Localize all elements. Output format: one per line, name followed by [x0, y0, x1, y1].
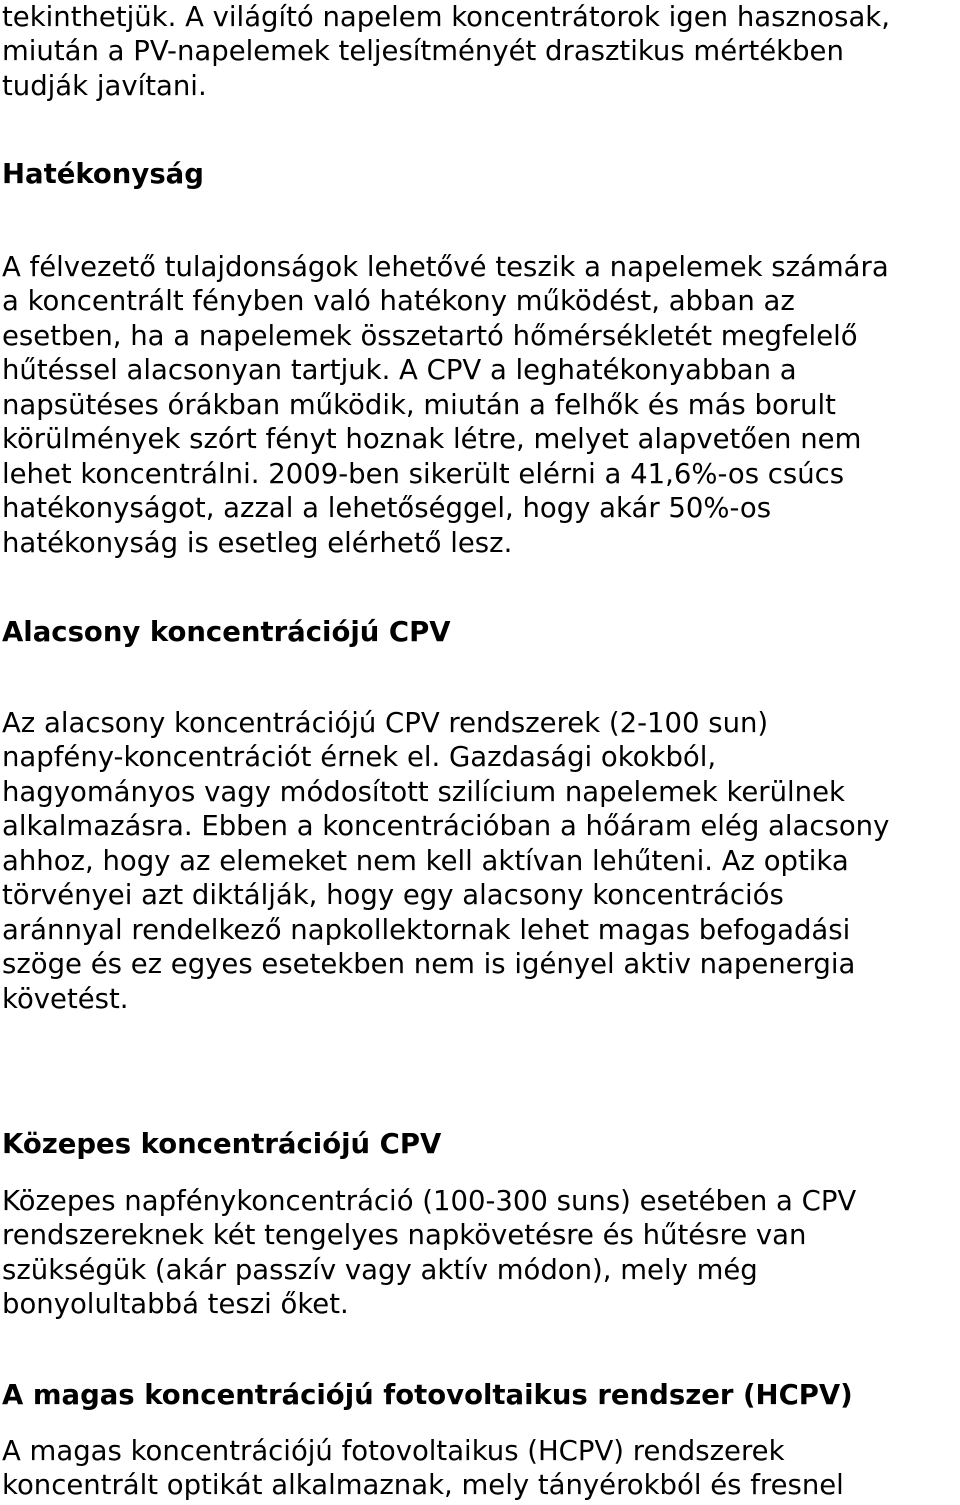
text-line: napfény-koncentrációt érnek el. Gazdasági okokból,: [2, 741, 717, 773]
section-heading: Közepes koncentrációjú CPV: [2, 1128, 442, 1160]
text-line: A magas koncentrációjú fotovoltaikus (HCPV) rendszerek: [2, 1435, 785, 1467]
text-line: rendszereknek két tengelyes napkövetésre és hűtésre van: [2, 1219, 807, 1251]
text-line: tekinthetjük. A világító napelem koncentrátorok igen hasznosak,: [2, 1, 890, 33]
text-line: hatékonyságot, azzal a lehetőséggel, hogy akár 50%-os: [2, 492, 772, 524]
text-line: aránnyal rendelkező napkollektornak lehet magas befogadási: [2, 914, 851, 946]
text-line: esetben, ha a napelemek összetartó hőmérsékletét megfelelő: [2, 320, 858, 352]
section-heading: Hatékonyság: [2, 158, 204, 190]
text-line: bonyolultabbá teszi őket.: [2, 1288, 349, 1320]
text-line: A félvezető tulajdonságok lehetővé teszik a napelemek számára: [2, 251, 889, 283]
text-line: körülmények szórt fényt hoznak létre, melyet alapvetően nem: [2, 423, 862, 455]
text-line: Közepes napfénykoncentráció (100-300 suns) esetében a CPV: [2, 1185, 857, 1217]
text-line: lehet koncentrálni. 2009-ben sikerült elérni a 41,6%-os csúcs: [2, 458, 845, 490]
text-line: ahhoz, hogy az elemeket nem kell aktívan lehűteni. Az optika: [2, 845, 849, 877]
text-line: Az alacsony koncentrációjú CPV rendszerek (2-100 sun): [2, 707, 769, 739]
text-line: napsütéses órákban működik, miután a felhők és más borult: [2, 389, 836, 421]
text-line: követést.: [2, 983, 129, 1015]
text-line: koncentrált optikát alkalmaznak, mely tányérokból és fresnel: [2, 1469, 844, 1501]
text-line: a koncentrált fényben való hatékony működést, abban az: [2, 285, 795, 317]
text-line: hűtéssel alacsonyan tartjuk. A CPV a leghatékonyabban a: [2, 354, 797, 386]
section-heading: A magas koncentrációjú fotovoltaikus rendszer (HCPV): [2, 1379, 853, 1411]
text-line: hatékonyság is esetleg elérhető lesz.: [2, 527, 513, 559]
text-line: alkalmazásra. Ebben a koncentrációban a hőáram elég alacsony: [2, 810, 890, 842]
text-line: hagyományos vagy módosított szilícium napelemek kerülnek: [2, 776, 845, 808]
text-line: tudják javítani.: [2, 70, 207, 102]
text-line: miután a PV-napelemek teljesítményét drasztikus mértékben: [2, 35, 844, 67]
text-line: szöge és ez egyes esetekben nem is igényel aktiv napenergia: [2, 948, 856, 980]
text-line: törvényei azt diktálják, hogy egy alacsony koncentrációs: [2, 879, 784, 911]
text-line: szükségük (akár passzív vagy aktív módon), mely még: [2, 1254, 758, 1286]
section-heading: Alacsony koncentrációjú CPV: [2, 616, 451, 648]
